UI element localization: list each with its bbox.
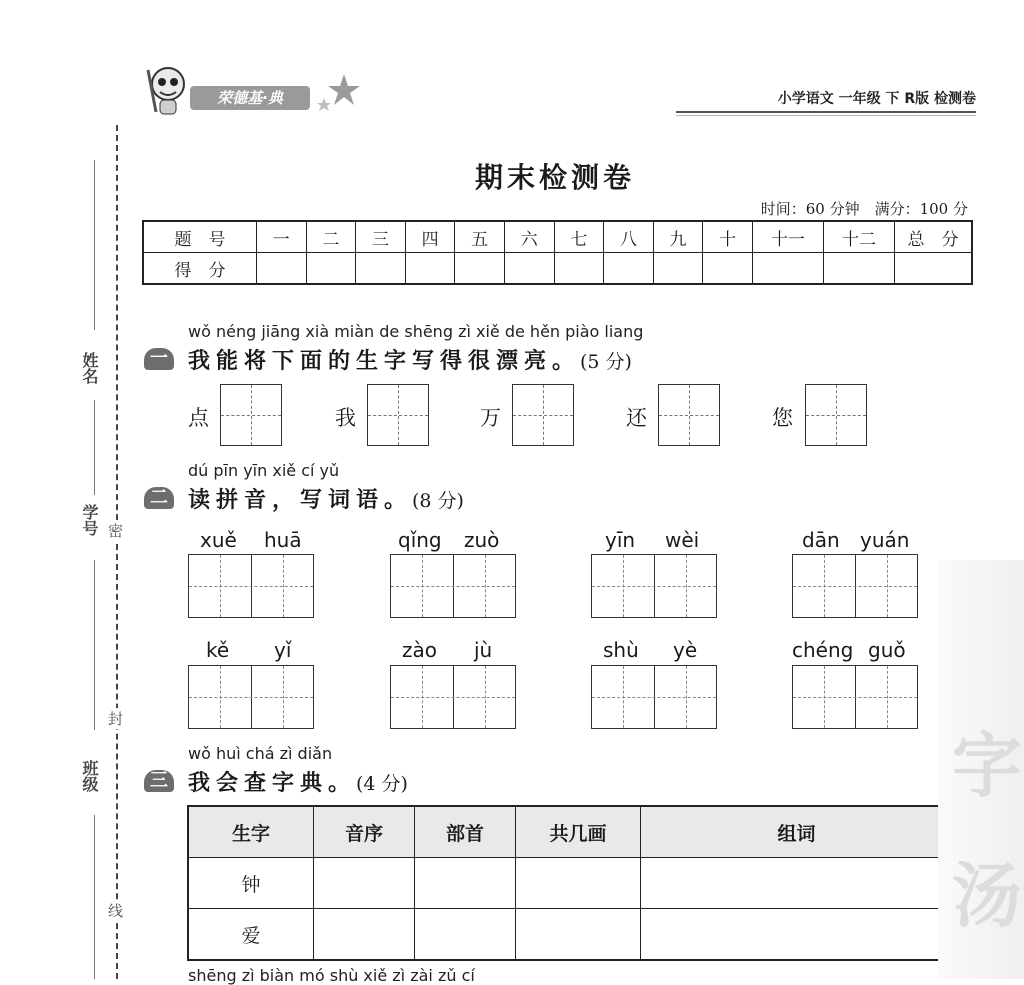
time-info: 时间：60 分钟 满分：100 分 [760, 200, 968, 218]
section2-text: 读拼音，写词语。 [188, 488, 413, 513]
score-header-row [143, 221, 972, 253]
section1-pinyin: wǒ néng jiāng xià miàn de shēng zì xiě de hěn piào liang [188, 322, 644, 341]
practice-char: 万 [480, 406, 501, 430]
dict-input-cell[interactable] [516, 909, 641, 961]
section3-instruction [188, 766, 408, 797]
score-input-cell[interactable] [753, 253, 824, 285]
section1-instruction [188, 344, 632, 375]
score-table [142, 220, 973, 285]
score-input-cell[interactable] [356, 253, 406, 285]
section2-pinyin: dú pīn yīn xiě cí yǔ [188, 461, 340, 480]
number-underline [94, 560, 95, 730]
class-underline [94, 815, 95, 979]
section2-instruction [188, 483, 464, 514]
header-rule [676, 111, 976, 113]
score-input-cell[interactable] [703, 253, 753, 285]
score-cell: 九 [653, 221, 703, 253]
dict-input-cell[interactable] [314, 909, 415, 961]
score-input-cell[interactable] [554, 253, 604, 285]
dict-input-cell[interactable] [641, 909, 954, 961]
score-cell: 十 [703, 221, 753, 253]
score-input-cell[interactable] [504, 253, 554, 285]
dict-header: 共几画 [516, 806, 641, 858]
header-subject: 小学语文 一年级 下 R版 检测卷 [777, 91, 976, 107]
tian-grid[interactable] [220, 384, 282, 446]
dict-header: 组词 [641, 806, 954, 858]
word-box[interactable] [591, 554, 717, 618]
seal-xian: 线 [108, 902, 124, 920]
score-cell: 总 分 [895, 221, 973, 253]
score-cell: 五 [455, 221, 505, 253]
dict-header: 部首 [415, 806, 516, 858]
dict-input-cell[interactable] [314, 858, 415, 909]
score-cell: 题 号 [143, 221, 257, 253]
score-cell: 四 [405, 221, 455, 253]
score-input-cell[interactable] [824, 253, 895, 285]
tian-grid[interactable] [367, 384, 429, 446]
dict-char: 爱 [188, 909, 314, 961]
score-cell: 八 [604, 221, 654, 253]
section2-score: (8 分) [412, 490, 464, 512]
tian-grid[interactable] [805, 384, 867, 446]
score-input-cell[interactable] [257, 253, 307, 285]
score-cell: 七 [554, 221, 604, 253]
background-calligraphy: 字 汤 [938, 560, 1024, 979]
dictionary-table [187, 805, 954, 961]
score-cell: 三 [356, 221, 406, 253]
number-underline-top [94, 400, 95, 495]
word-box[interactable] [792, 554, 918, 618]
score-input-cell[interactable] [895, 253, 973, 285]
dict-header: 音序 [314, 806, 415, 858]
section1-text: 我能将下面的生字写得很漂亮。 [188, 349, 581, 374]
word-box[interactable] [390, 665, 516, 729]
seal-mi: 密 [108, 522, 124, 540]
dict-row [188, 909, 953, 961]
section1-badge: 一 [144, 348, 174, 370]
dict-header-row [188, 806, 953, 858]
dict-input-cell[interactable] [415, 858, 516, 909]
dict-header: 生字 [188, 806, 314, 858]
dict-input-cell[interactable] [516, 858, 641, 909]
dict-char: 钟 [188, 858, 314, 909]
dict-input-cell[interactable] [641, 858, 954, 909]
section4-pinyin: shēng zì biàn mó shù xiě zì zài zǔ cí [188, 966, 475, 985]
tian-grid[interactable] [658, 384, 720, 446]
section3-badge: 三 [144, 770, 174, 792]
page-title: 期末检测卷 [474, 161, 635, 194]
practice-char: 我 [335, 406, 356, 430]
practice-char: 您 [772, 406, 793, 430]
score-input-cell[interactable] [455, 253, 505, 285]
practice-char: 点 [188, 406, 209, 430]
section2-badge: 二 [144, 487, 174, 509]
binding-dashed-line [116, 125, 118, 979]
score-cell: 二 [306, 221, 356, 253]
brand-logo: 荣德基·典 [190, 86, 310, 110]
score-row-label: 得 分 [143, 253, 257, 285]
word-box[interactable] [188, 554, 314, 618]
mascot-icon [140, 62, 190, 118]
score-input-cell[interactable] [604, 253, 654, 285]
word-box[interactable] [188, 665, 314, 729]
number-label: 学号 [80, 504, 99, 536]
score-input-cell[interactable] [405, 253, 455, 285]
score-cell: 一 [257, 221, 307, 253]
word-box[interactable] [390, 554, 516, 618]
score-cell: 六 [504, 221, 554, 253]
star-icon [314, 70, 362, 114]
section3-text: 我会查字典。 [188, 771, 357, 796]
seal-feng: 封 [108, 710, 124, 728]
score-input-cell[interactable] [653, 253, 703, 285]
word-box[interactable] [591, 665, 717, 729]
section3-pinyin: wǒ huì chá zì diǎn [188, 744, 333, 763]
class-label: 班级 [80, 760, 99, 792]
word-box[interactable] [792, 665, 918, 729]
section1-score: (5 分) [580, 351, 632, 373]
score-cell: 十二 [824, 221, 895, 253]
practice-char: 还 [626, 406, 647, 430]
dict-input-cell[interactable] [415, 909, 516, 961]
header-rule-thin [676, 115, 976, 116]
tian-grid[interactable] [512, 384, 574, 446]
score-cell: 十一 [753, 221, 824, 253]
name-label: 姓名 [80, 352, 99, 384]
section3-score: (4 分) [356, 773, 408, 795]
score-input-cell[interactable] [306, 253, 356, 285]
dict-row [188, 858, 953, 909]
score-input-row [143, 253, 972, 285]
